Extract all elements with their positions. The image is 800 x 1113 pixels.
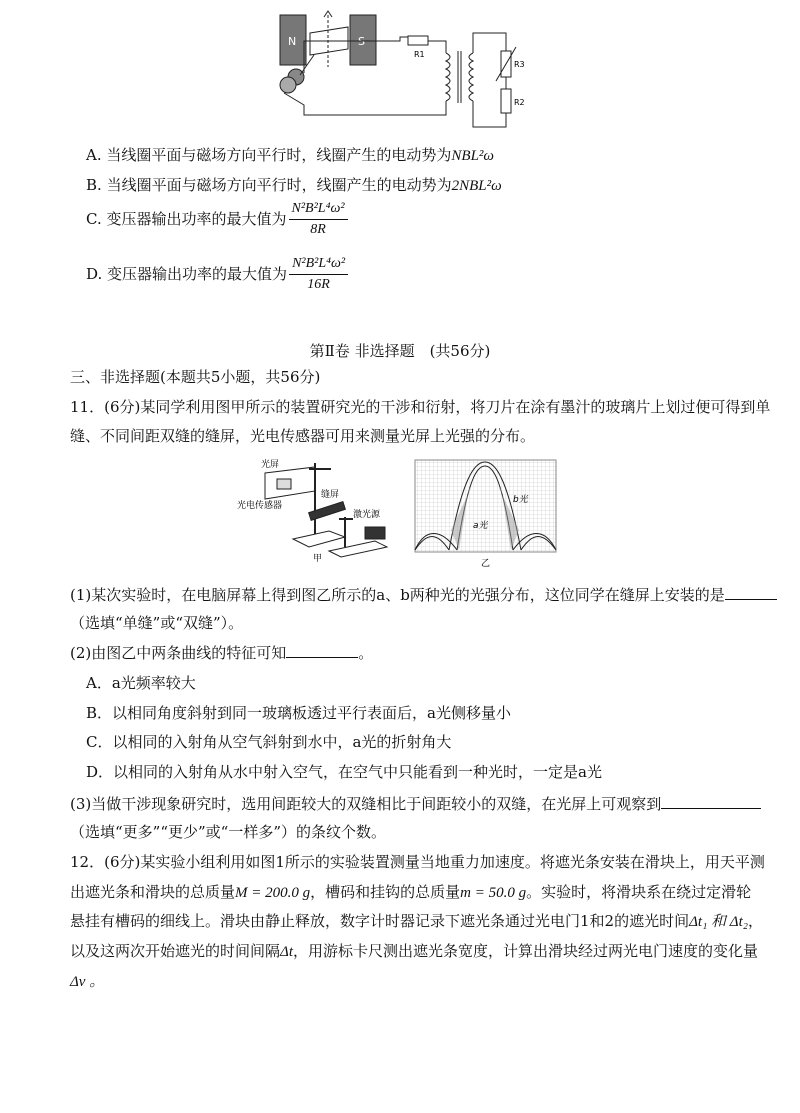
- generator-circuit-figure: [270, 5, 540, 137]
- label-a-light: a光: [473, 521, 488, 531]
- r1-label: R1: [414, 50, 425, 59]
- answer-blank-2[interactable]: [286, 643, 358, 658]
- label-laser: 激光源: [353, 510, 381, 520]
- q11-option-c: C．以相同的入射角从空气斜射到水中，a光的折射角大: [86, 733, 452, 751]
- fraction-c: $\frac{\text{N²B²L⁴ω²}}{8R}$: [289, 200, 348, 240]
- q11-part3-line2: （选填“更多”“更少”或“一样多”）的条纹个数。: [70, 823, 387, 841]
- magnet-s-label: S: [358, 35, 365, 48]
- q11-option-d: D．以相同的入射角从水中射入空气，在空气中只能看到一种光时，一定是a光: [86, 763, 602, 781]
- graph-grid: [415, 460, 556, 552]
- q11-part1-line2: （选填“单缝”或“双缝”）。: [70, 614, 244, 632]
- q12-line4: 以及这两次开始遮光的时间间隔Δt，用游标卡尺测出遮光条宽度，计算出滑块经过两光电门速度的变化量: [70, 942, 759, 960]
- section-header: 三、非选择题(本题共5小题，共56分): [70, 368, 321, 386]
- figure-jia-apparatus: [235, 455, 405, 567]
- q11-option-a: A．a光频率较大: [86, 674, 196, 692]
- q11-part1-line1: (1)某次实验时，在电脑屏幕上得到图乙所示的a、b两种光的光强分布，这位同学在缝屏上安装的是: [70, 585, 777, 605]
- q12-line2: 出遮光条和滑块的总质量M = 200.0 g，槽码和挂钩的总质量m = 50.0 g。实验时，将滑块系在绕过定滑轮: [70, 883, 752, 901]
- q11-part3-line1: (3)当做干涉现象研究时，选用间距较大的双缝相比于间距较小的双缝，在光屏上可观察到: [70, 794, 761, 814]
- q11-stem-line2: 缝、不同间距双缝的缝屏，光电传感器可用来测量光屏上光强的分布。: [70, 427, 536, 445]
- q10-option-d: D. 变压器输出功率的最大值为 $\frac{\text{N²B²L⁴ω²}}{16R}$: [86, 255, 348, 295]
- section-title: 第Ⅱ卷 非选择题 (共56分): [309, 342, 491, 360]
- q10-option-a: A. 当线圈平面与磁场方向平行时，线圈产生的电动势为NBL²ω: [86, 146, 495, 164]
- q12-line5: Δv 。: [70, 974, 105, 990]
- label-sensor: 光电传感器: [237, 501, 283, 511]
- r2-label: R2: [514, 98, 525, 107]
- q10-option-c: C. 变压器输出功率的最大值为 $\frac{\text{N²B²L⁴ω²}}{8R}$: [86, 200, 348, 240]
- r3-label: R3: [514, 60, 525, 69]
- caption-yi: 乙: [481, 559, 491, 569]
- answer-blank-1[interactable]: [725, 585, 777, 600]
- caption-jia: 甲: [313, 554, 323, 564]
- q11-part2: (2)由图乙中两条曲线的特征可知 。: [70, 644, 374, 662]
- label-b-light: b光: [513, 495, 528, 505]
- magnet-n-label: N: [288, 35, 297, 48]
- q11-stem-line1: 11．(6分)某同学利用图甲所示的装置研究光的干涉和衍射，将刀片在涂有墨汁的玻璃片上划过便可得到单: [70, 398, 771, 416]
- q10-option-b: B. 当线圈平面与磁场方向平行时，线圈产生的电动势为2NBL²ω: [86, 176, 502, 194]
- fraction-d: $\frac{\text{N²B²L⁴ω²}}{16R}$: [289, 255, 348, 295]
- q11-option-b: B．以相同角度斜射到同一玻璃板透过平行表面后，a光侧移量小: [86, 704, 511, 722]
- figure-yi-intensity-graph: [413, 458, 558, 570]
- q12-line3: 悬挂有槽码的细线上。滑块由静止释放，数字计时器记录下遮光条通过光电门1和2的遮光时间Δt₁ 和 Δt₂，: [70, 912, 763, 930]
- answer-blank-3[interactable]: [661, 794, 761, 809]
- resistor-r2: [501, 89, 511, 113]
- laser-source: [365, 527, 385, 539]
- q12-line1: 12．(6分)某实验小组利用如图1所示的实验装置测量当地重力加速度。将遮光条安装在滑块上，用天平测: [70, 853, 765, 871]
- label-screen: 光屏: [261, 460, 280, 470]
- label-slit: 缝屏: [321, 490, 340, 500]
- resistor-r1: [408, 36, 428, 45]
